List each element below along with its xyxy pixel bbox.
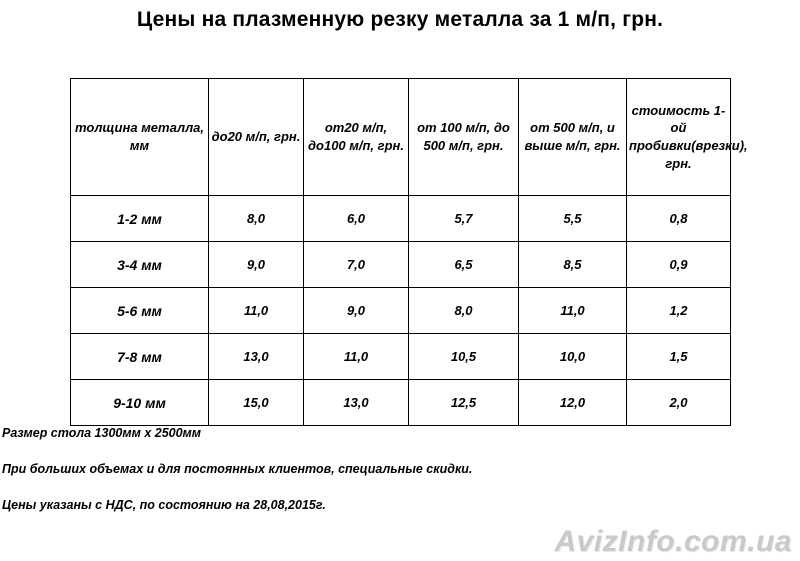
column-header-pierce-cost: стоимость 1-ой пробивки(врезки), грн.: [627, 79, 731, 196]
cell-price: 7,0: [304, 242, 409, 288]
cell-price: 10,0: [519, 334, 627, 380]
cell-price: 15,0: [209, 380, 304, 426]
cell-pierce-price: 0,9: [627, 242, 731, 288]
price-table-container: [70, 78, 748, 426]
cell-price: 10,5: [409, 334, 519, 380]
note-vat-date: Цены указаны с НДС, по состоянию на 28,08,2015г.: [2, 498, 326, 512]
cell-price: 6,5: [409, 242, 519, 288]
cell-price: 5,7: [409, 196, 519, 242]
cell-price: 11,0: [304, 334, 409, 380]
cell-price: 11,0: [209, 288, 304, 334]
note-table-size: Размер стола 1300мм х 2500мм: [2, 426, 202, 440]
cell-price: 8,0: [409, 288, 519, 334]
cell-price: 6,0: [304, 196, 409, 242]
watermark: AvizInfo.com.ua: [554, 525, 792, 558]
cell-thickness: 1-2 мм: [71, 196, 209, 242]
table-row: [71, 334, 731, 380]
cell-price: 11,0: [519, 288, 627, 334]
cell-thickness: 9-10 мм: [71, 380, 209, 426]
note-discounts: При больших объемах и для постоянных клиентов, специальные скидки.: [2, 462, 473, 476]
cell-price: 13,0: [304, 380, 409, 426]
cell-pierce-price: 2,0: [627, 380, 731, 426]
table-header: [71, 79, 748, 196]
cell-price: 8,5: [519, 242, 627, 288]
column-header-thickness: толщина металла, мм: [71, 79, 209, 196]
cell-price: 8,0: [209, 196, 304, 242]
column-header-500-and-above: от 500 м/п, и выше м/п, грн.: [519, 79, 627, 196]
cell-thickness: 3-4 мм: [71, 242, 209, 288]
cell-price: 9,0: [304, 288, 409, 334]
table-row: [71, 196, 731, 242]
cell-pierce-price: 0,8: [627, 196, 731, 242]
column-header-20-to-100: от20 м/п, до100 м/п, грн.: [304, 79, 409, 196]
cell-price: 12,0: [519, 380, 627, 426]
cell-thickness: 5-6 мм: [71, 288, 209, 334]
table-header-row: [71, 79, 731, 196]
column-header-100-to-500: от 100 м/п, до 500 м/п, грн.: [409, 79, 519, 196]
cell-price: 12,5: [409, 380, 519, 426]
table-row: [71, 242, 731, 288]
price-table: [70, 78, 748, 426]
cell-thickness: 7-8 мм: [71, 334, 209, 380]
cell-pierce-price: 1,2: [627, 288, 731, 334]
page-title: Цены на плазменную резку металла за 1 м/п, грн.: [136, 8, 664, 31]
notes-block: [2, 426, 702, 534]
cell-pierce-price: 1,5: [627, 334, 731, 380]
table-body: [71, 196, 731, 426]
table-row: [71, 288, 731, 334]
cell-price: 5,5: [519, 196, 627, 242]
cell-price: 9,0: [209, 242, 304, 288]
table-row: [71, 380, 731, 426]
column-header-up-to-20: до20 м/п, грн.: [209, 79, 304, 196]
cell-price: 13,0: [209, 334, 304, 380]
